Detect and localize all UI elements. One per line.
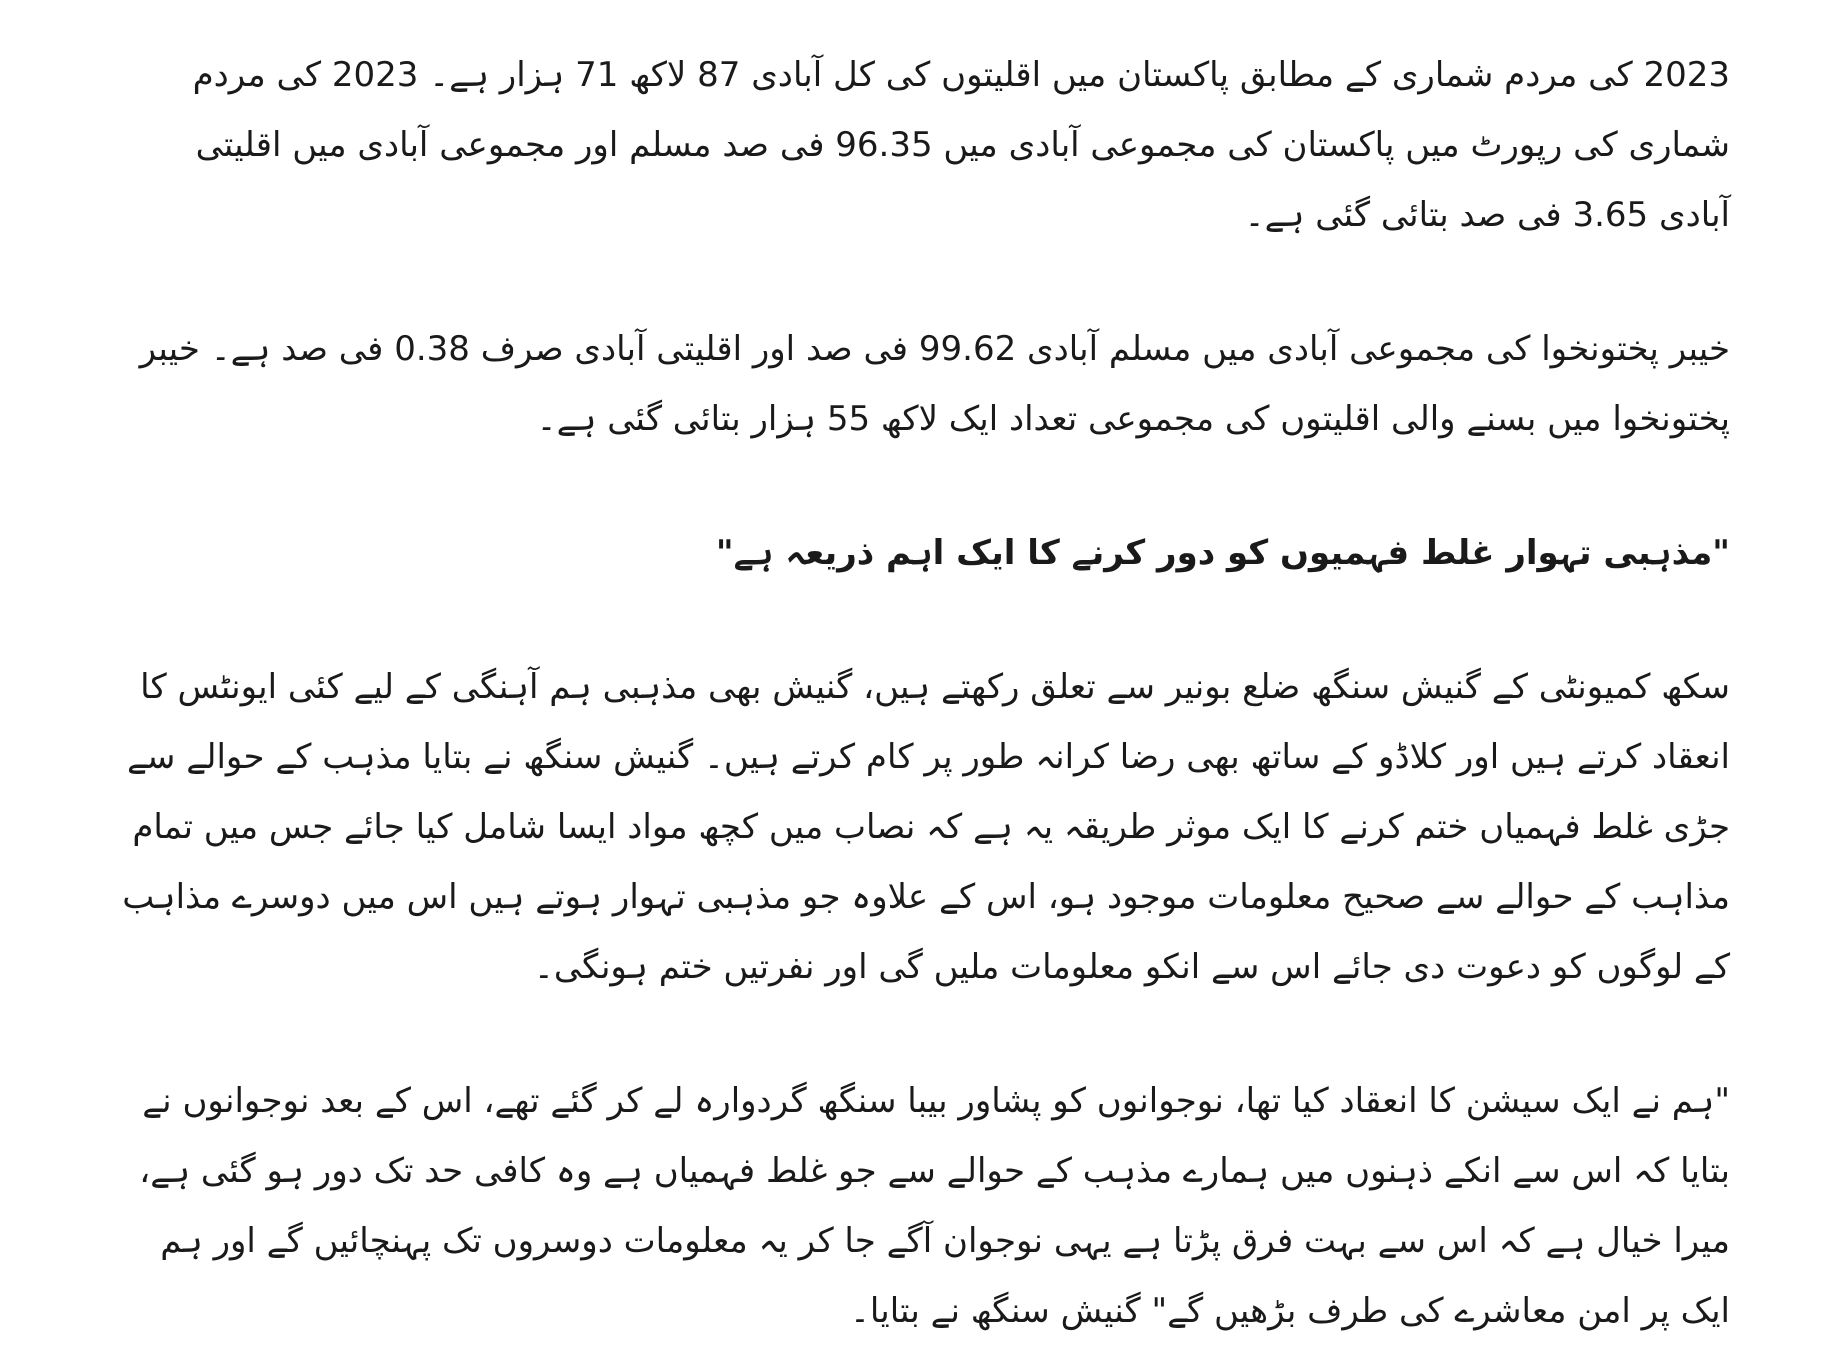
paragraph-ganesh-singh-quote: "ہم نے ایک سیشن کا انعقاد کیا تھا، نوجوانوں کو پشاور بیبا سنگھ گردوارہ لے کر گئے تھے، اس کے بعد نوجوانوں نے بتایا کہ اس سے انکے ذہنوں میں ہمارے مذہب کے حوالے سے جو غلط فہمیاں ہے وہ کافی حد تک دور ہو گئی ہے، میرا خیال ہے کہ اس سے بہت فرق پڑتا ہے یہی نوجوان آگے جا کر یہ معلومات دوسروں تک پہنچائیں گے اور ہم ایک پر امن معاشرے کی طرف بڑھیں گے" گنیش سنگھ نے بتایا۔: [139, 1081, 1730, 1331]
paragraph-ganesh-singh-intro: سکھ کمیونٹی کے گنیش سنگھ ضلع بونیر سے تعلق رکھتے ہیں، گنیش بھی مذہبی ہم آہنگی کے لیے کئی ایونٹس کا انعقاد کرتے ہیں اور کلاڈو کے ساتھ بھی رضا کرانہ طور پر کام کرتے ہیں۔ گنیش سنگھ نے بتایا مذہب کے حوالے سے جڑی غلط فہمیاں ختم کرنے کا ایک موثر طریقہ یہ ہے کہ نصاب میں کچھ مواد ایسا شامل کیا جائے جس میں تمام مذاہب کے حوالے سے صحیح معلومات موجود ہو، اس کے علاوہ جو مذہبی تہوار ہوتے ہیں اس میں دوسرے مذاہب کے لوگوں کو دعوت دی جائے اس سے انکو معلومات ملیں گی اور نفرتیں ختم ہونگی۔: [122, 667, 1730, 987]
subheading-quote: "مذہبی تہوار غلط فہمیوں کو دور کرنے کا ایک اہم ذریعہ ہے": [715, 533, 1730, 573]
article-body: [120, 40, 1730, 1346]
paragraph-census-kp: خیبر پختونخوا کی مجموعی آبادی میں مسلم آبادی 99.62 فی صد اور اقلیتی آبادی صرف 0.38 فی صد ہے۔ خیبر پختونخوا میں بسنے والی اقلیتوں کی مجموعی تعداد ایک لاکھ 55 ہزار بتائی گئی ہے۔: [139, 329, 1730, 439]
paragraph-census-pakistan: 2023 کی مردم شماری کے مطابق پاکستان میں اقلیتوں کی کل آبادی 87 لاکھ 71 ہزار ہے۔ 2023 کی مردم شماری کی رپورٹ میں پاکستان کی مجموعی آبادی میں 96.35 فی صد مسلم اور مجموعی آبادی میں اقلیتی آبادی 3.65 فی صد بتائی گئی ہے۔: [192, 55, 1730, 235]
